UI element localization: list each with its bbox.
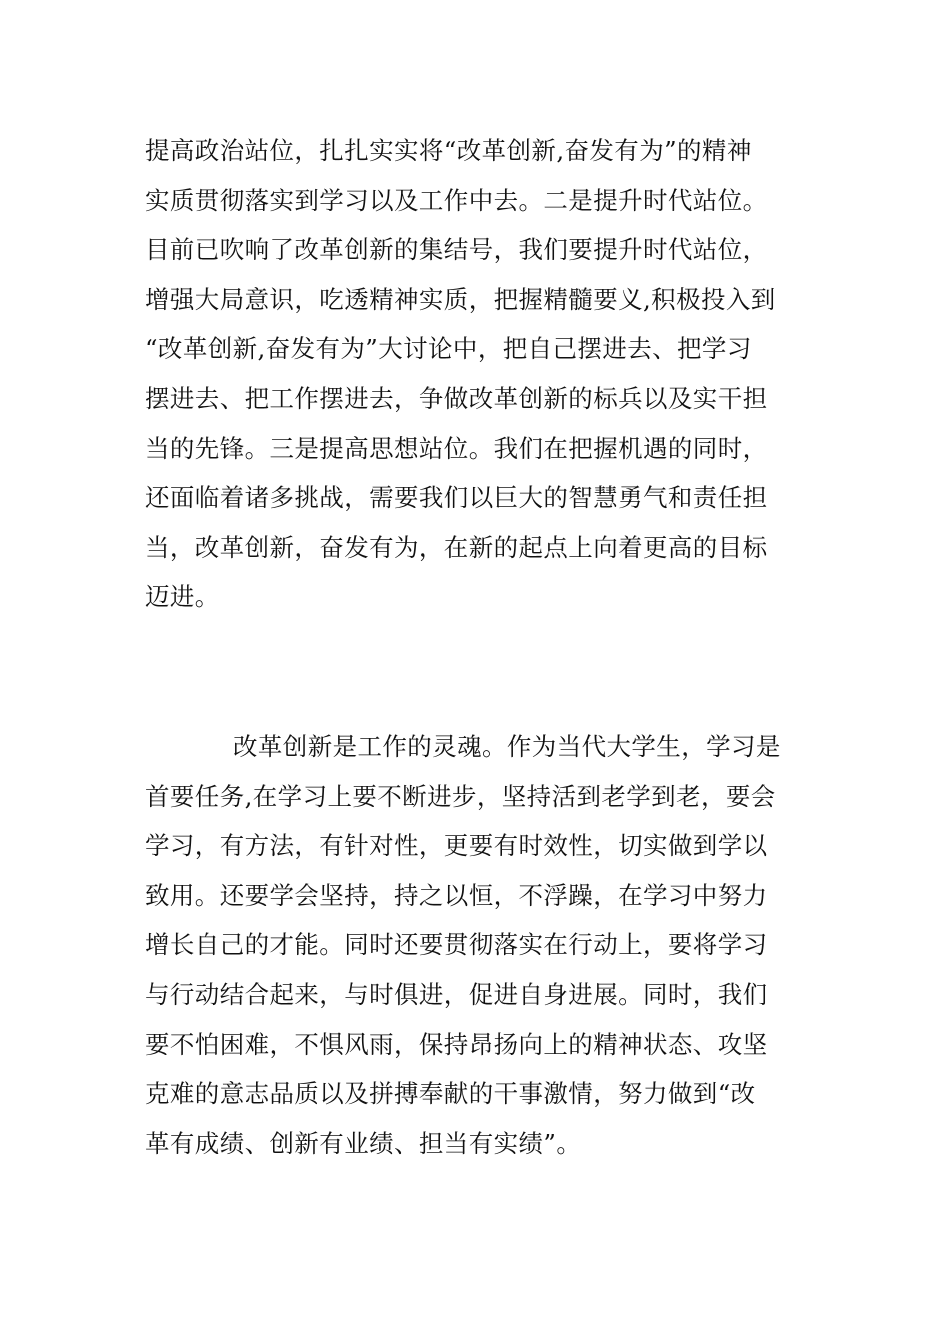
text-line: 当，改革创新，奋发有为，在新的起点上向着更高的目标 — [145, 532, 768, 562]
paragraph-2 — [145, 722, 815, 1168]
text-line: 当的先锋。三是提高思想站位。我们在把握机遇的同时， — [145, 433, 768, 463]
text-line-indented: 改革创新是工作的灵魂。作为当代大学生，学习是 — [233, 732, 781, 761]
text-line: 革有成绩、创新有业绩、担当有实绩”。 — [145, 1128, 582, 1158]
text-line: 与行动结合起来，与时俱进，促进自身进展。同时，我们 — [145, 979, 768, 1009]
text-line: 提高政治站位，扎扎实实将“改革创新,奋发有为”的精神 — [145, 136, 752, 165]
text-line: 增长自己的才能。同时还要贯彻落实在行动上，要将学习 — [145, 930, 768, 960]
text-line: 克难的意志品质以及拼搏奉献的干事激情，努力做到“改 — [145, 1079, 756, 1109]
text-line: “改革创新,奋发有为”大讨论中，把自己摆进去、把学习 — [145, 334, 752, 364]
text-line: 学习，有方法，有针对性，更要有时效性，切实做到学以 — [145, 831, 768, 861]
paragraph-1 — [145, 126, 815, 622]
text-line: 致用。还要学会坚持，持之以恒，不浮躁，在学习中努力 — [145, 880, 768, 910]
text-line: 首要任务,在学习上要不断进步，坚持活到老学到老，要会 — [145, 781, 776, 811]
text-line: 增强大局意识，吃透精神实质，把握精髓要义,积极投入到 — [145, 284, 776, 314]
text-line: 目前已吹响了改革创新的集结号，我们要提升时代站位， — [145, 235, 768, 265]
text-line: 还面临着诸多挑战，需要我们以巨大的智慧勇气和责任担 — [145, 483, 768, 513]
text-line: 实质贯彻落实到学习以及工作中去。二是提升时代站位。 — [145, 185, 768, 215]
text-line: 迈进。 — [145, 582, 220, 612]
text-line: 要不怕困难，不惧风雨，保持昂扬向上的精神状态、攻坚 — [145, 1029, 768, 1059]
text-line: 摆进去、把工作摆进去，争做改革创新的标兵以及实干担 — [145, 383, 768, 413]
